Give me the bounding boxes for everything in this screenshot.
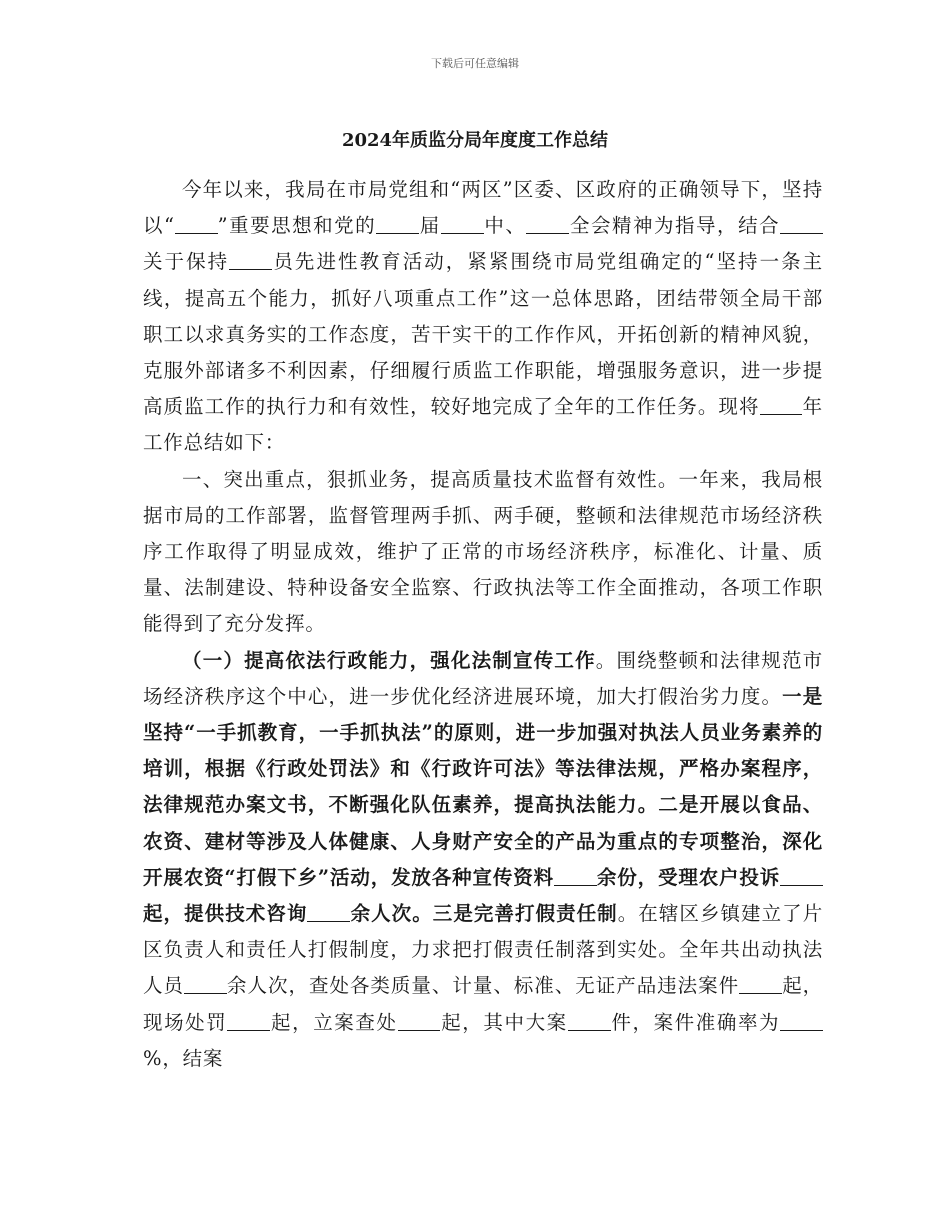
text-run: 起，现场处罚 xyxy=(143,974,823,1034)
blank-field xyxy=(398,1010,441,1031)
subsection-heading: （一）提高依法行政能力，强化法制宣传工作 xyxy=(182,648,596,672)
text-run: ”重要思想和党的 xyxy=(217,214,377,238)
text-run: 关于保持 xyxy=(143,250,230,274)
blank-field xyxy=(307,902,350,923)
bold-text-run: 余份，受理农户投诉 xyxy=(596,865,781,889)
text-run: 起，立案查处 xyxy=(270,1010,398,1034)
paragraph-subsection-one xyxy=(143,643,823,1077)
document-body xyxy=(143,172,823,1077)
blank-field xyxy=(739,974,782,995)
text-run: 届 xyxy=(419,214,441,238)
text-run: 件，案件准确率为 xyxy=(610,1010,781,1034)
blank-field xyxy=(554,865,597,886)
blank-field xyxy=(568,1010,611,1031)
document-title: 2024年质监分局年度度工作总结 xyxy=(341,130,609,151)
blank-field xyxy=(175,214,218,235)
bold-text-run: 余人次。三是完善打假责任制 xyxy=(350,902,618,926)
blank-field xyxy=(526,214,569,235)
paragraph-intro xyxy=(143,172,823,462)
blank-field xyxy=(184,974,227,995)
blank-field xyxy=(441,214,484,235)
blank-field xyxy=(376,214,419,235)
text-run: 。在辖区乡镇建立了片区负责人和责任人打假制度，力求把打假责任制落到实处。全年共出动执法人员 xyxy=(143,902,823,998)
text-run: 全会精神为指导，结合 xyxy=(569,214,781,238)
text-run: 年工作总结如下： xyxy=(143,395,823,455)
blank-field xyxy=(780,1010,823,1031)
blank-field xyxy=(227,1010,270,1031)
paragraph-section-one: 一、突出重点，狠抓业务，提高质量技术监督有效性。一年来，我局根据市局的工作部署，监督管理两手抓、两手硬，整顿和法律规范市场经济秩序工作取得了明显成效，维护了正常的市场经济秩序，标准化、计量、质量、法制建设、特种设备安全监察、行政执法等工作全面推动，各项工作职能得到了充分发挥。 xyxy=(143,467,823,636)
blank-field xyxy=(780,214,823,235)
text-run: %，结案 xyxy=(143,1046,224,1070)
text-run: 。围绕整顿和法律规范市场经济秩序这个中心，进一步优化经济进展环境，加大打假治劣力度。 xyxy=(143,648,823,708)
blank-field xyxy=(229,250,272,271)
text-run: 余人次，查处各类质量、计量、标准、无证产品违法案件 xyxy=(226,974,740,998)
text-run: 今年以来，我局在市局党组和“两区”区委、区政府的正确领导下，坚持以“ xyxy=(143,178,823,238)
text-run: 员先进性教育活动，紧紧围绕市局党组确定的“坚持一条主线，提高五个能力，抓好八项重点工作”这一总体思路，团结带领全局干部职工以求真务实的工作态度，苦干实干的工作作风，开拓创新的精神风貌，克服外部诸多不利因素，仔细履行质监工作职能，增强服务意识，进一步提高质监工作的执行力和有效性，较好地完成了全年的工作任务。现将 xyxy=(143,250,823,419)
bold-text-run: 一是坚持“一手抓教育，一手抓执法”的原则，进一步加强对执法人员业务素养的培训，根据《行政处罚法》和《行政许可法》等法律法规，严格办案程序，法律规范办案文书，不断强化队伍素养，提高执法能力。二是开展以食品、农资、建材等涉及人体健康、人身财产安全的产品为重点的专项整治，深化开展农资“打假下乡”活动，发放各种宣传资料 xyxy=(143,684,823,889)
text-run: 中、 xyxy=(483,214,527,238)
blank-field xyxy=(760,395,803,416)
blank-field xyxy=(780,865,823,886)
text-run: 起，其中大案 xyxy=(440,1010,568,1034)
bold-text-run: 起，提供技术咨询 xyxy=(143,902,308,926)
page-header: 下载后可任意编辑 xyxy=(431,57,519,70)
